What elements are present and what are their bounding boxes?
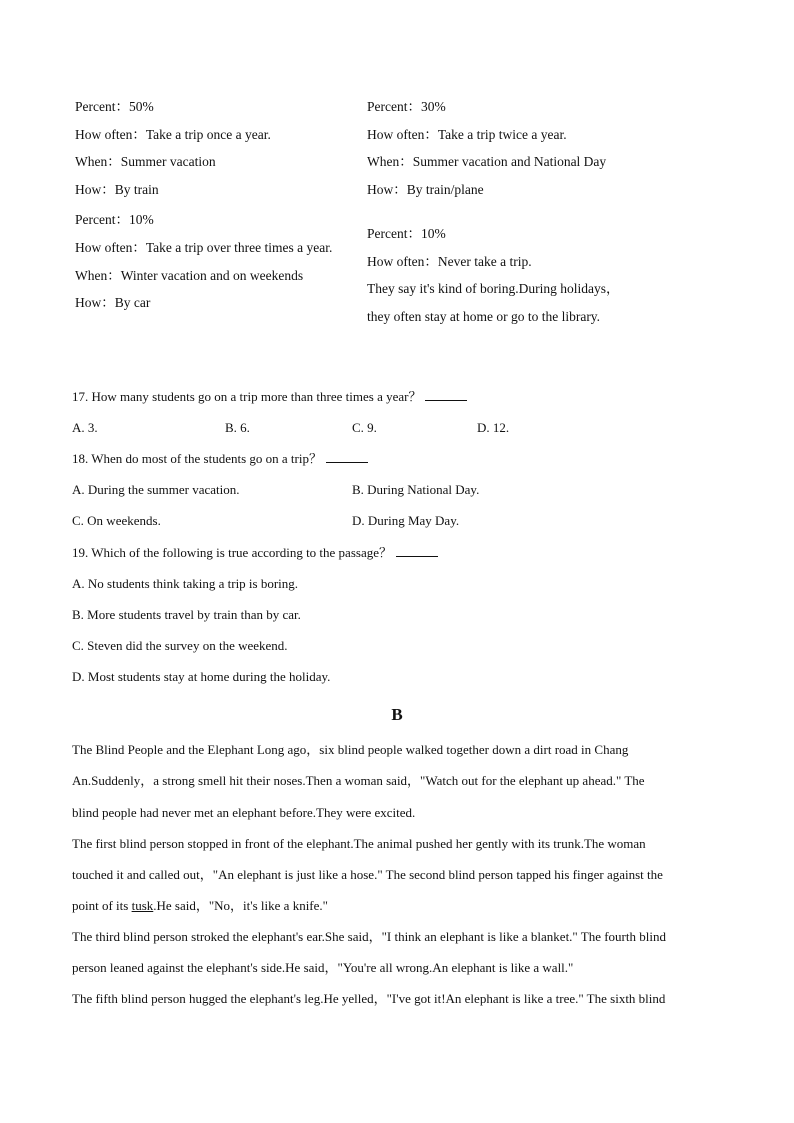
option-d: D. Most students stay at home during the holiday. — [72, 669, 331, 684]
option-b: B. 6. — [225, 420, 250, 435]
how-text: How：By train — [75, 181, 159, 197]
question-stem: 19. Which of the following is true according to the passage？ — [72, 545, 392, 560]
survey-cell-top-left — [75, 93, 271, 203]
passage-line: An.Suddenly，a strong smell hit their noses.Then a woman said，"Watch out for the elephant up ahead." The — [72, 773, 645, 788]
answer-blank — [396, 544, 438, 557]
option-b: B. More students travel by train than by car. — [72, 607, 301, 622]
how-text: How：By car — [75, 295, 151, 310]
how-often-text: How often：Take a trip twice a year. — [367, 126, 567, 142]
how-often-text: How often：Never take a trip. — [367, 253, 532, 269]
question-stem: 18. When do most of the students go on a trip？ — [72, 451, 322, 466]
option-a: A. During the summer vacation. — [72, 482, 240, 497]
passage-line: The Blind People and the Elephant Long ago，six blind people walked together down a dirt road in Chang — [72, 742, 629, 757]
survey-cell-top-right — [367, 93, 606, 203]
option-c: C. 9. — [352, 420, 377, 435]
when-text: When：Winter vacation and on weekends — [75, 267, 304, 283]
passage-line: The fifth blind person hugged the elephant's leg.He yelled，"I've got it!An elephant is like a tree." The sixth blind — [72, 991, 666, 1006]
passage-line: touched it and called out，"An elephant is just like a hose." The second blind person tapped his finger against the — [72, 867, 663, 882]
percent-text: Percent：50% — [75, 99, 154, 114]
passage-line — [72, 896, 722, 916]
option-d: D. During May Day. — [352, 513, 460, 528]
answer-blank — [326, 450, 368, 463]
question-18 — [72, 449, 368, 469]
option-c: C. Steven did the survey on the weekend. — [72, 638, 288, 653]
percent-text: Percent：30% — [367, 99, 446, 114]
option-d: D. 12. — [477, 420, 510, 435]
percent-text: Percent：10% — [367, 226, 446, 241]
survey-cell-bottom-left — [75, 206, 350, 317]
option-a: A. No students think taking a trip is boring. — [72, 576, 299, 591]
note-line: They say it's kind of boring.During holidays， — [367, 281, 620, 296]
passage-line: The first blind person stopped in front of the elephant.The animal pushed her gently with its trunk.The woman — [72, 836, 646, 851]
how-often-text: How often：Take a trip over three times a year. — [75, 239, 333, 255]
survey-cell-bottom-right — [367, 220, 620, 330]
option-a: A. 3. — [72, 420, 98, 435]
question-stem: 17. How many students go on a trip more than three times a year？ — [72, 389, 422, 404]
passage-line: The third blind person stroked the elephant's ear.She said，"I think an elephant is like a blanket." The fourth blind — [72, 929, 666, 944]
question-17 — [72, 387, 467, 407]
when-text: When：Summer vacation — [75, 154, 216, 169]
note-line: they often stay at home or go to the library. — [367, 308, 601, 324]
percent-text: Percent：10% — [75, 212, 154, 227]
section-title: B — [391, 705, 403, 724]
answer-blank — [425, 388, 467, 401]
passage-text: point of its — [72, 898, 132, 913]
passage-line: blind people had never met an elephant before.They were excited. — [72, 805, 416, 820]
how-text: How：By train/plane — [367, 181, 484, 197]
passage-text: .He said，"No，it's like a knife." — [153, 898, 328, 913]
option-c: C. On weekends. — [72, 513, 161, 528]
question-19 — [72, 543, 438, 563]
how-often-text: How often：Take a trip once a year. — [75, 126, 271, 142]
option-b: B. During National Day. — [352, 482, 480, 497]
when-text: When：Summer vacation and National Day — [367, 154, 607, 169]
passage-line: person leaned against the elephant's side.He said，"You're all wrong.An elephant is like a wall." — [72, 960, 574, 975]
underlined-word: tusk — [131, 898, 154, 913]
